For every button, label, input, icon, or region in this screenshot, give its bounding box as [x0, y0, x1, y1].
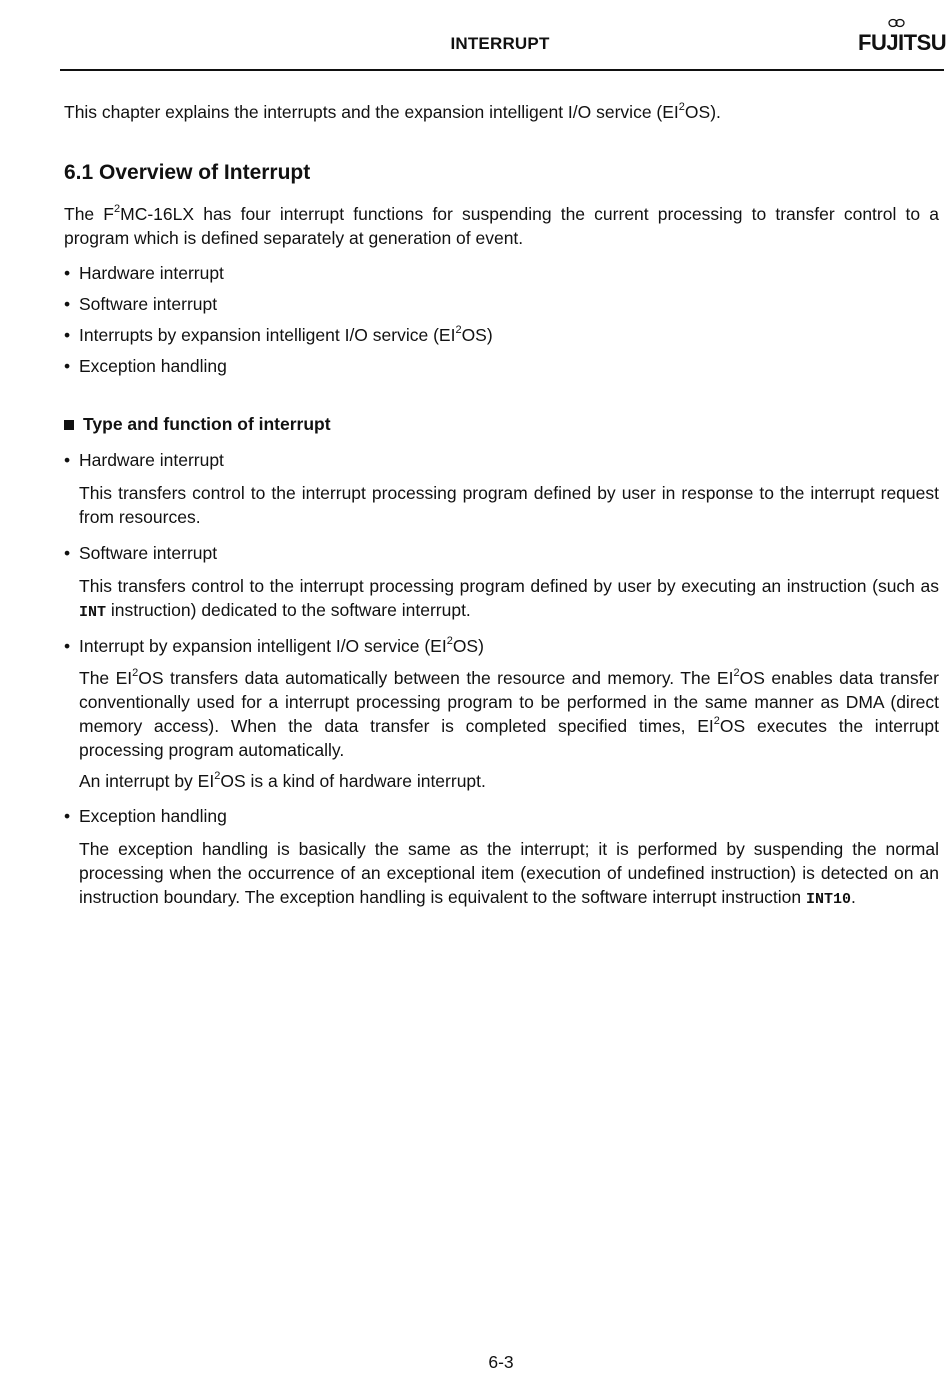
subsection-heading: Type and function of interrupt [64, 412, 939, 436]
list-item: • Interrupt by expansion intelligent I/O service $(EI^2OS)$ [64, 635, 484, 656]
section-heading: 6.1 Overview of Interrupt [64, 161, 311, 184]
page-number: 6-3 [488, 1352, 514, 1372]
item-description: The $EI^2OS$ transfers data automatically between the resource and memory. The $EI^2OS$ enables data transfer conventionally used for a interrupt processing program to be performed in the same manner as DMA (direct memory access). When the data transfer is completed specified times, $EI^2OS$ executes the interrupt processing program automatically. [79, 667, 939, 760]
code-token: INT [79, 604, 107, 621]
item-description: This transfers control to the interrupt processing program defined by user in response to the interrupt request from resources. [79, 483, 939, 527]
fujitsu-logo [858, 18, 947, 62]
item-description: The exception handling is basically the same as the interrupt; it is performed by suspending the normal processing when the occurrence of an exceptional item (execution of undefined instruction) is detected on an instruction boundary. The exception handling is equivalent to the software interrupt instruction INT10. [79, 839, 939, 908]
list-item: • Software interrupt [64, 294, 218, 314]
chapter-intro: This chapter explains the interrupts and the expansion intelligent I/O service $(EI^2OS)$. [64, 101, 721, 122]
list-item: • Hardware interrupt [64, 450, 224, 470]
header-rule [60, 69, 944, 71]
section-paragraph: The $F^2MC-16LX$ has four interrupt functions for suspending the current processing to transfer control to a program which is defined separately at generation of event. [64, 203, 939, 248]
square-bullet-icon [64, 420, 74, 430]
item-description: An interrupt by $EI^2OS$ is a kind of hardware interrupt. [79, 770, 486, 791]
infinity-mark-icon [888, 18, 906, 28]
list-item: • Exception handling [64, 356, 227, 376]
list-item: • Software interrupt [64, 543, 218, 563]
logo-text: FUJITSU [858, 30, 947, 55]
running-header-title: INTERRUPT [450, 34, 550, 53]
item-description: This transfers control to the interrupt processing program defined by user by executing an instruction (such as INT instruction) dedicated to the software interrupt. [79, 576, 939, 621]
list-item: • Exception handling [64, 806, 227, 826]
list-item: • Hardware interrupt [64, 263, 224, 283]
list-item: • Interrupts by expansion intelligent I/O service $(EI^2OS)$ [64, 324, 493, 345]
code-token: INT10 [806, 891, 852, 908]
